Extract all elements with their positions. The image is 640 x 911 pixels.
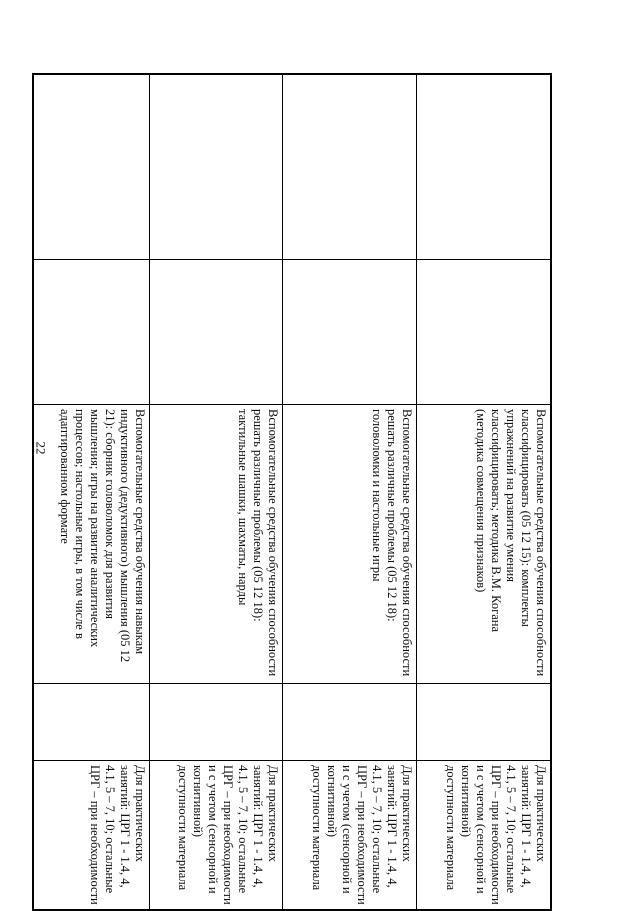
requirements-table xyxy=(32,73,552,911)
table-row xyxy=(283,75,417,910)
usage-notes: Для практических занятий: ЦРГ 1 - 1.4, 4, 4.1, 5 – 7, 10; остальные ЦРГ – при необходимости и с учетом (сенсорной и когнитивной) доступности материала xyxy=(149,761,283,910)
empty-cell xyxy=(149,75,283,260)
empty-cell xyxy=(283,260,417,405)
empty-cell xyxy=(417,260,551,405)
empty-cell xyxy=(149,684,283,761)
aid-description: Вспомогательные средства обучения способности решать различные проблемы (05 12 18): головоломки и настольные игры xyxy=(283,405,417,684)
empty-cell xyxy=(34,684,150,761)
empty-cell xyxy=(283,75,417,260)
page-number: 22 xyxy=(33,441,49,455)
empty-cell xyxy=(283,684,417,761)
table-row xyxy=(34,75,150,910)
usage-notes: Для практических занятий: ЦРГ 1 - 1.4, 4, 4.1, 5 – 7, 10; остальные ЦРГ – при необходимости xyxy=(34,761,150,910)
empty-cell xyxy=(417,75,551,260)
usage-notes: Для практических занятий: ЦРГ 1 - 1.4, 4, 4.1, 5 – 7, 10; остальные ЦРГ – при необходимости и с учетом (сенсорной и когнитивной) доступности материала xyxy=(417,761,551,910)
aid-description: Вспомогательные средства обучения способности решать различные проблемы (05 12 18): тактильные шашки, шахматы, нарды xyxy=(149,405,283,684)
usage-notes: Для практических занятий: ЦРГ 1 - 1.4, 4, 4.1, 5 – 7, 10; остальные ЦРГ – при необходимости и с учетом (сенсорной и когнитивной) доступности материала xyxy=(283,761,417,910)
table-row xyxy=(417,75,551,910)
aid-description: Вспомогательные средства обучения навыкам индуктивного (дедуктивного) мышления (05 12 21): сборник головоломок для развития мышления; игры на развитие аналитических процессов; настольные игры, в том числе в адаптированном формате xyxy=(34,405,150,684)
empty-cell xyxy=(34,260,150,405)
table-row xyxy=(149,75,283,910)
empty-cell xyxy=(417,684,551,761)
empty-cell xyxy=(34,75,150,260)
aid-description: Вспомогательные средства обучения способности классифицировать (05 12 15): комплекты упражнений на развитие умения классифицировать; методика В.М. Когана (методика совмещения признаков) xyxy=(417,405,551,684)
empty-cell xyxy=(149,260,283,405)
